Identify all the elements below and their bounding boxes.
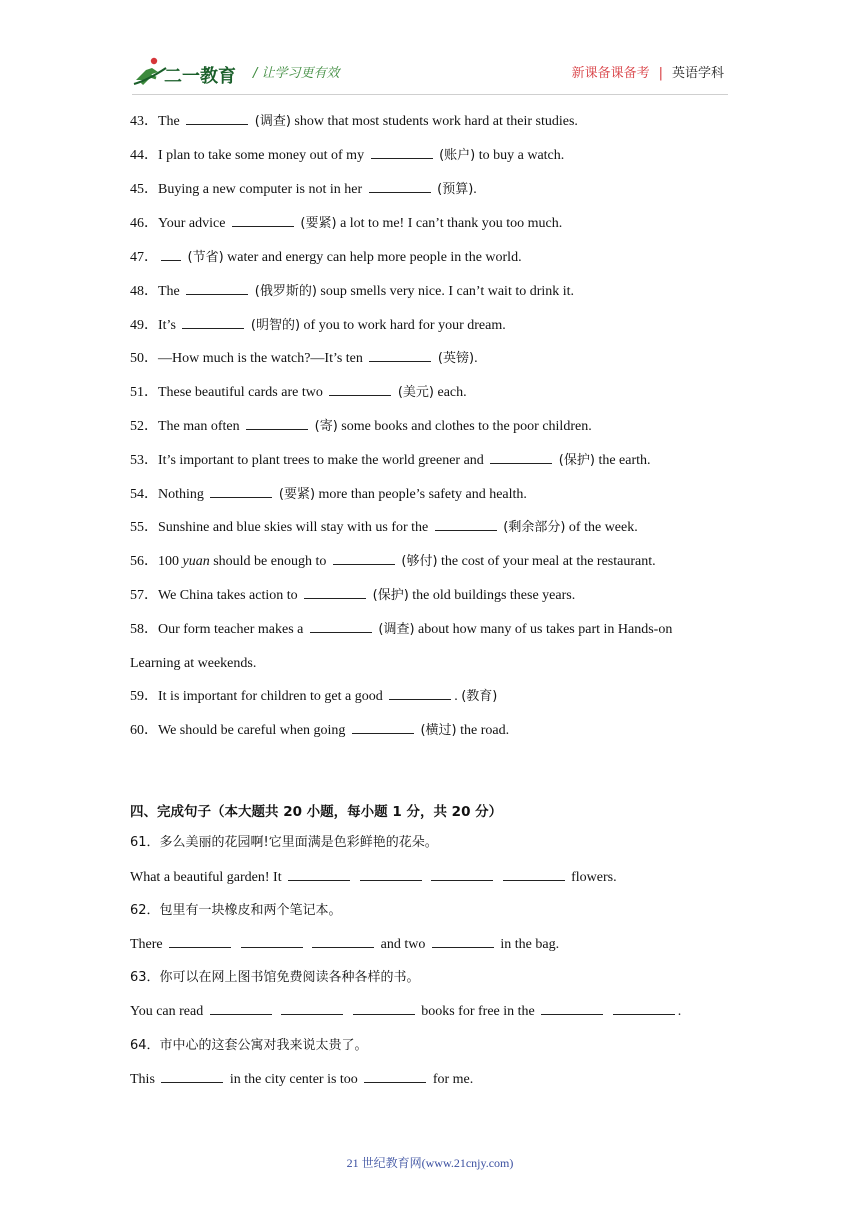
answer-blank[interactable] (329, 383, 391, 396)
question-51: 51．These beautiful cards are two (美元) each. (130, 385, 467, 400)
answer-blank[interactable] (503, 868, 565, 881)
answer-blank[interactable] (490, 451, 552, 464)
answer-blank[interactable] (310, 620, 372, 633)
question-45: 45．Buying a new computer is not in her (预算). (130, 182, 477, 197)
question-63-prompt: 63．你可以在网上图书馆免费阅读各种各样的书。 (130, 970, 420, 985)
question-64-sentence: This in the city center is too for me. (130, 1072, 474, 1087)
answer-blank[interactable] (333, 552, 395, 565)
logo (132, 56, 242, 90)
question-47: 47． (节省) water and energy can help more people in the world. (130, 250, 522, 265)
answer-blank[interactable] (541, 1002, 603, 1015)
question-52: 52．The man often (寄) some books and clothes to the poor children. (130, 419, 592, 434)
question-60: 60．We should be careful when going (横过) the road. (130, 723, 510, 738)
header-course-label: 新课备课备考 (571, 66, 650, 81)
question-61-sentence: What a beautiful garden! It flowers. (130, 870, 617, 885)
question-50: 50．—How much is the watch?—It’s ten (英镑). (130, 351, 478, 366)
question-54: 54．Nothing (要紧) more than people’s safety and health. (130, 487, 527, 502)
answer-blank[interactable] (360, 868, 422, 881)
answer-blank[interactable] (312, 935, 374, 948)
question-48: 48．The (俄罗斯的) soup smells very nice. I can’t wait to drink it. (130, 284, 575, 299)
question-46: 46．Your advice (要紧) a lot to me! I can’t thank you too much. (130, 216, 563, 231)
slogan: / 让学习更有效 (253, 66, 340, 81)
header-subject (572, 62, 724, 81)
answer-blank[interactable] (371, 146, 433, 159)
answer-blank[interactable] (186, 112, 248, 125)
header-separator: | (658, 66, 663, 81)
question-44: 44．I plan to take some money out of my (账户) to buy a watch. (130, 148, 565, 163)
question-49: 49．It’s (明智的) of you to work hard for your dream. (130, 318, 506, 333)
answer-blank[interactable] (182, 316, 244, 329)
answer-blank[interactable] (288, 868, 350, 881)
question-43: 43．The (调查) show that most students work hard at their studies. (130, 114, 578, 129)
question-55: 55．Sunshine and blue skies will stay with us for the (剩余部分) of the week. (130, 520, 638, 535)
question-62-sentence: There and two in the bag. (130, 937, 560, 952)
answer-blank[interactable] (352, 721, 414, 734)
section-title: 四、完成句子（本大题共 20 小题，每小题 1 分，共 20 分） (130, 804, 503, 820)
question-58-continued: Learning at weekends. (130, 656, 257, 671)
answer-blank[interactable] (304, 586, 366, 599)
question-63-sentence: You can read books for free in the . (130, 1004, 682, 1019)
answer-blank[interactable] (369, 180, 431, 193)
question-59: 59．It is important for children to get a good . (教育) (130, 689, 498, 704)
answer-blank[interactable] (353, 1002, 415, 1015)
page-footer: 21 世纪教育网(www.21cnjy.com) (346, 1156, 514, 1170)
answer-blank[interactable] (364, 1070, 426, 1083)
question-57: 57．We China takes action to (保护) the old buildings these years. (130, 588, 576, 603)
answer-blank[interactable] (232, 214, 294, 227)
answer-blank[interactable] (161, 1070, 223, 1083)
header-divider (132, 94, 728, 95)
answer-blank[interactable] (389, 687, 451, 700)
answer-blank[interactable] (210, 1002, 272, 1015)
header-subject-label: 英语学科 (671, 66, 724, 81)
question-61-prompt: 61．多么美丽的花园啊!它里面满是色彩鲜艳的花朵。 (130, 835, 438, 850)
runner-logo-icon (132, 56, 168, 86)
question-56: 56．100 yuan should be enough to (够付) the cost of your meal at the restaurant. (130, 554, 656, 569)
answer-blank[interactable] (613, 1002, 675, 1015)
question-62-prompt: 62．包里有一块橡皮和两个笔记本。 (130, 903, 342, 918)
logo-text: 二一教育 (164, 66, 236, 87)
answer-blank[interactable] (369, 349, 431, 362)
answer-blank[interactable] (186, 282, 248, 295)
answer-blank[interactable] (169, 935, 231, 948)
answer-blank[interactable] (210, 485, 272, 498)
answer-blank[interactable] (431, 868, 493, 881)
question-53: 53．It’s important to plant trees to make the world greener and (保护) the earth. (130, 453, 651, 468)
answer-blank[interactable] (246, 417, 308, 430)
page-header (0, 0, 860, 100)
answer-blank[interactable] (281, 1002, 343, 1015)
question-58: 58．Our form teacher makes a (调查) about how many of us takes part in Hands-on (130, 622, 673, 637)
question-64-prompt: 64．市中心的这套公寓对我来说太贵了。 (130, 1038, 368, 1053)
answer-blank[interactable] (161, 248, 181, 261)
answer-blank[interactable] (432, 935, 494, 948)
answer-blank[interactable] (241, 935, 303, 948)
answer-blank[interactable] (435, 518, 497, 531)
